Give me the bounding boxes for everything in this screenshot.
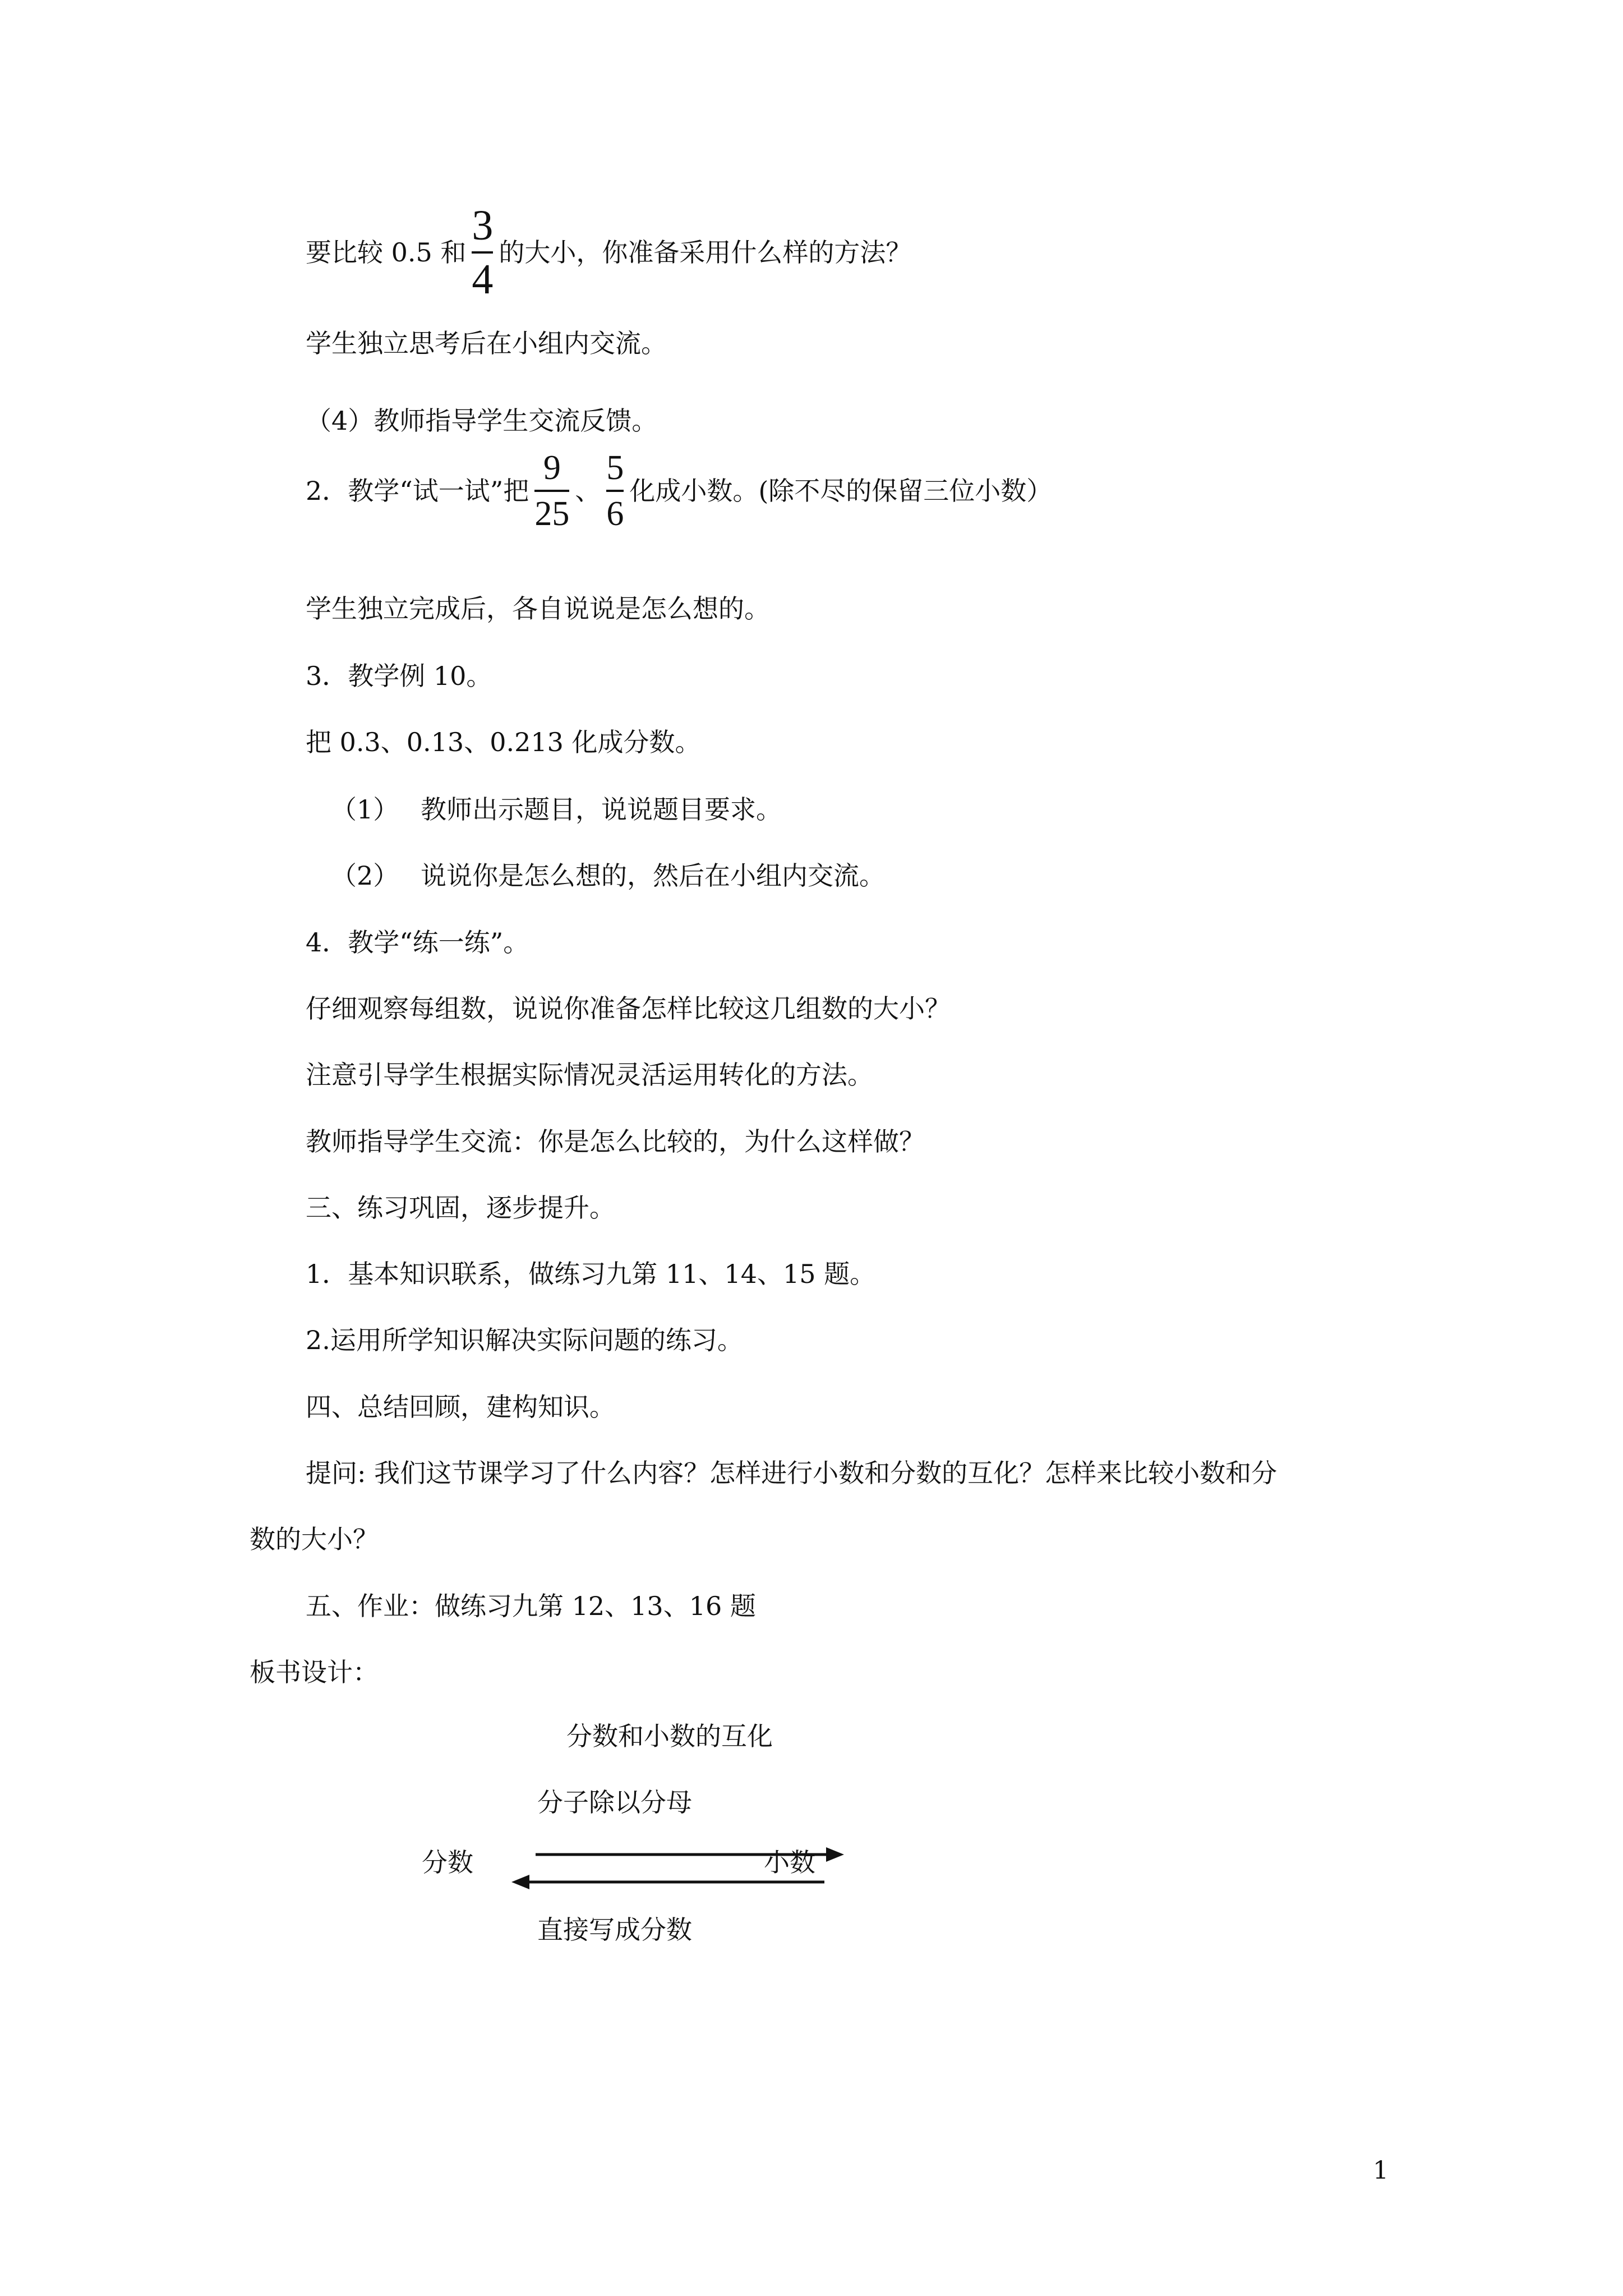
- paragraph-continuation: 数的大小？: [250, 1524, 379, 1554]
- paragraph: 2.运用所学知识解决实际问题的练习。: [306, 1325, 743, 1355]
- list-number: （1）: [331, 794, 399, 825]
- separator: 、: [575, 476, 601, 506]
- board-top-label: 分子除以分母: [537, 1787, 692, 1818]
- denominator: 4: [472, 256, 494, 303]
- section-heading: 三、练习巩固，逐步提升。: [306, 1193, 615, 1223]
- text: 2．教学“试一试”把: [306, 476, 529, 506]
- arrow-right-icon: [536, 1847, 844, 1862]
- numerator: 9: [543, 449, 561, 487]
- paragraph: 学生独立思考后在小组内交流。: [306, 328, 667, 358]
- denominator: 25: [534, 495, 570, 533]
- arrow-left-icon: [511, 1875, 824, 1889]
- page-number: 1: [1373, 2156, 1389, 2185]
- list-text: 说说你是怎么想的，然后在小组内交流。: [421, 861, 885, 891]
- board-title: 分数和小数的互化: [566, 1721, 773, 1751]
- paragraph: 提问: 我们这节课学习了什么内容？怎样进行小数和分数的互化？怎样来比较小数和分: [306, 1458, 1278, 1488]
- paragraph: 仔细观察每组数，说说你准备怎样比较这几组数的大小？: [306, 993, 951, 1024]
- section-heading: 五、作业：做练习九第 12、13、16 题: [306, 1591, 756, 1621]
- paragraph: 学生独立完成后，各自说说是怎么想的。: [306, 593, 770, 624]
- numerator: 3: [472, 202, 494, 249]
- list-number: （2）: [331, 861, 399, 891]
- board-bottom-label: 直接写成分数: [537, 1915, 692, 1945]
- paragraph: 把 0.3、0.13、0.213 化成分数。: [306, 727, 701, 757]
- board-right-label: 小数: [764, 1847, 815, 1878]
- board-left-label: 分数: [422, 1847, 473, 1878]
- paragraph: 教师指导学生交流：你是怎么比较的，为什么这样做？: [306, 1126, 925, 1157]
- paragraph: 3．教学例 10。: [306, 661, 492, 691]
- paragraph: 注意引导学生根据实际情况灵活运用转化的方法。: [306, 1060, 873, 1090]
- board-heading: 板书设计：: [250, 1657, 379, 1687]
- text: 化成小数。(除不尽的保留三位小数）: [629, 476, 1053, 506]
- numerator: 5: [606, 449, 624, 487]
- paragraph: （4）教师指导学生交流反馈。: [306, 406, 658, 436]
- paragraph: 1．基本知识联系，做练习九第 11、14、15 题。: [306, 1259, 876, 1289]
- section-heading: 四、总结回顾，建构知识。: [306, 1392, 615, 1422]
- text: 要比较 0.5 和: [306, 237, 467, 268]
- paragraph: 4．教学“练一练”。: [306, 927, 529, 958]
- text: 的大小，你准备采用什么样的方法？: [499, 237, 912, 268]
- list-text: 教师出示题目，说说题目要求。: [421, 794, 782, 825]
- denominator: 6: [606, 495, 624, 533]
